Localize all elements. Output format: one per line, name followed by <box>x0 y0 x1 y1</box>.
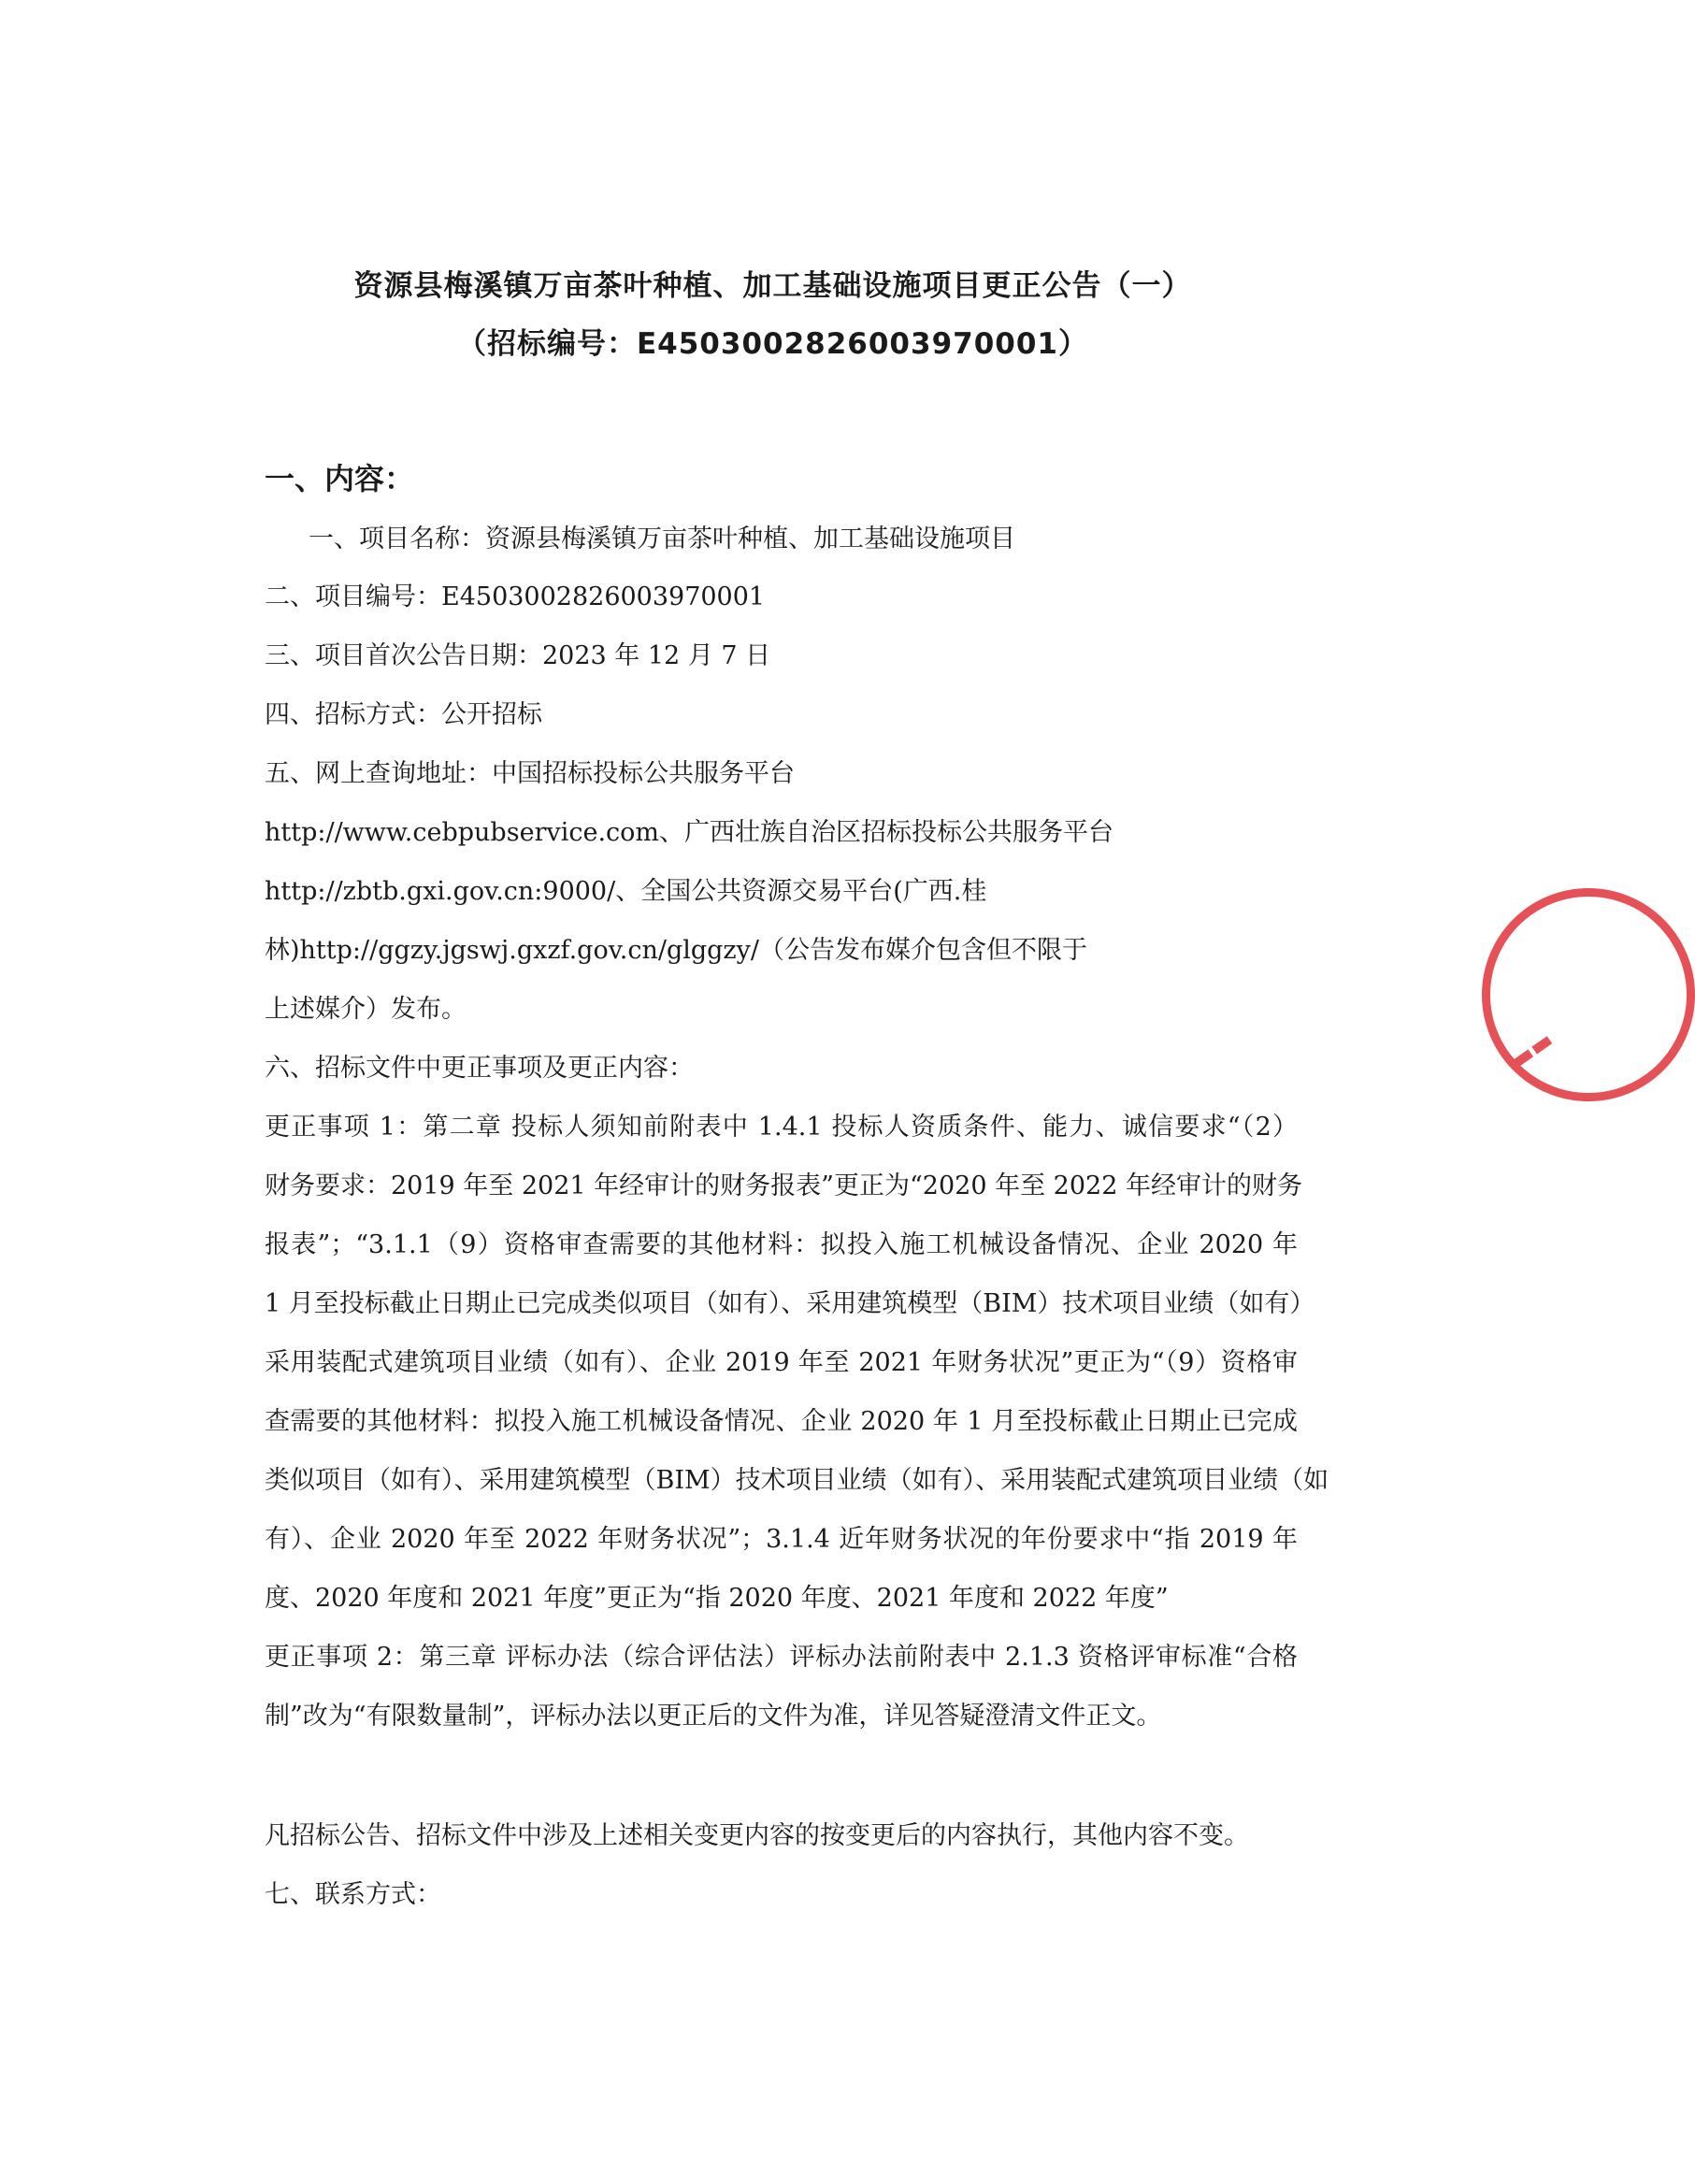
correction-1-line: 报表”；“3.1.1（9）资格审查需要的其他材料：拟投入施工机械设备情况、企业 2020 年 <box>265 1230 1298 1259</box>
general-statement: 凡招标公告、招标文件中涉及上述相关变更内容的按变更后的内容执行，其他内容不变。 <box>265 1821 1249 1850</box>
query-address-url-3: 林)http://ggzy.jgswj.gxzf.gov.cn/glggzy/（公告发布媒介包含但不限于 <box>265 936 1088 965</box>
correction-1-line: 采用装配式建筑项目业绩（如有）、企业 2019 年至 2021 年财务状况”更正为“（9）资格审 <box>265 1348 1298 1377</box>
correction-1-line: 有）、企业 2020 年至 2022 年财务状况”；3.1.4 近年财务状况的年份要求中“指 2019 年 <box>265 1525 1298 1554</box>
document-title: 资源县梅溪镇万亩茶叶种植、加工基础设施项目更正公告（一） <box>353 269 1192 303</box>
contact-heading: 七、联系方式： <box>265 1880 441 1909</box>
project-name-line: 一、项目名称：资源县梅溪镇万亩茶叶种植、加工基础设施项目 <box>309 524 1015 553</box>
tender-method-line: 四、招标方式：公开招标 <box>265 700 542 729</box>
seal-fragment-icon: ▬▬ <box>1504 1026 1559 1076</box>
project-number-line: 二、项目编号：E4503002826003970001 <box>265 582 766 611</box>
section-heading-content: 一、内容： <box>265 461 415 496</box>
tender-number: （招标编号：E4503002826003970001） <box>456 327 1088 361</box>
correction-1-line: 更正事项 1：第二章 投标人须知前附表中 1.4.1 投标人资质条件、能力、诚信要求“（2） <box>265 1113 1298 1142</box>
first-notice-date-line: 三、项目首次公告日期：2023 年 12 月 7 日 <box>265 641 771 670</box>
query-address-url-2: http://zbtb.gxi.gov.cn:9000/、全国公共资源交易平台(广西.桂 <box>265 877 987 906</box>
correction-1-line: 查需要的其他材料：拟投入施工机械设备情况、企业 2020 年 1 月至投标截止日期止已完成 <box>265 1407 1298 1436</box>
query-address-line: 五、网上查询地址：中国招标投标公共服务平台 <box>265 759 795 788</box>
query-address-end: 上述媒介）发布。 <box>265 995 467 1024</box>
correction-2-line: 制”改为“有限数量制”，评标办法以更正后的文件为准，详见答疑澄清文件正文。 <box>265 1702 1162 1731</box>
correction-1-line: 度、2020 年度和 2021 年度”更正为“指 2020 年度、2021 年度和 2022 年度” <box>265 1584 1169 1613</box>
correction-1-line: 类似项目（如有）、采用建筑模型（BIM）技术项目业绩（如有）、采用装配式建筑项目业绩（如 <box>265 1466 1329 1495</box>
query-address-url-1: http://www.cebpubservice.com、广西壮族自治区招标投标公共服务平台 <box>265 818 1114 847</box>
correction-heading: 六、招标文件中更正事项及更正内容： <box>265 1054 694 1083</box>
correction-1-line: 1 月至投标截止日期止已完成类似项目（如有）、采用建筑模型（BIM）技术项目业绩（如有） <box>265 1289 1315 1318</box>
correction-1-line: 财务要求：2019 年至 2021 年经审计的财务报表”更正为“2020 年至 2022 年经审计的财务 <box>265 1171 1302 1200</box>
correction-2-line: 更正事项 2：第三章 评标办法（综合评估法）评标办法前附表中 2.1.3 资格评审标准“合格 <box>265 1643 1298 1672</box>
official-seal-stamp <box>1482 888 1695 1101</box>
